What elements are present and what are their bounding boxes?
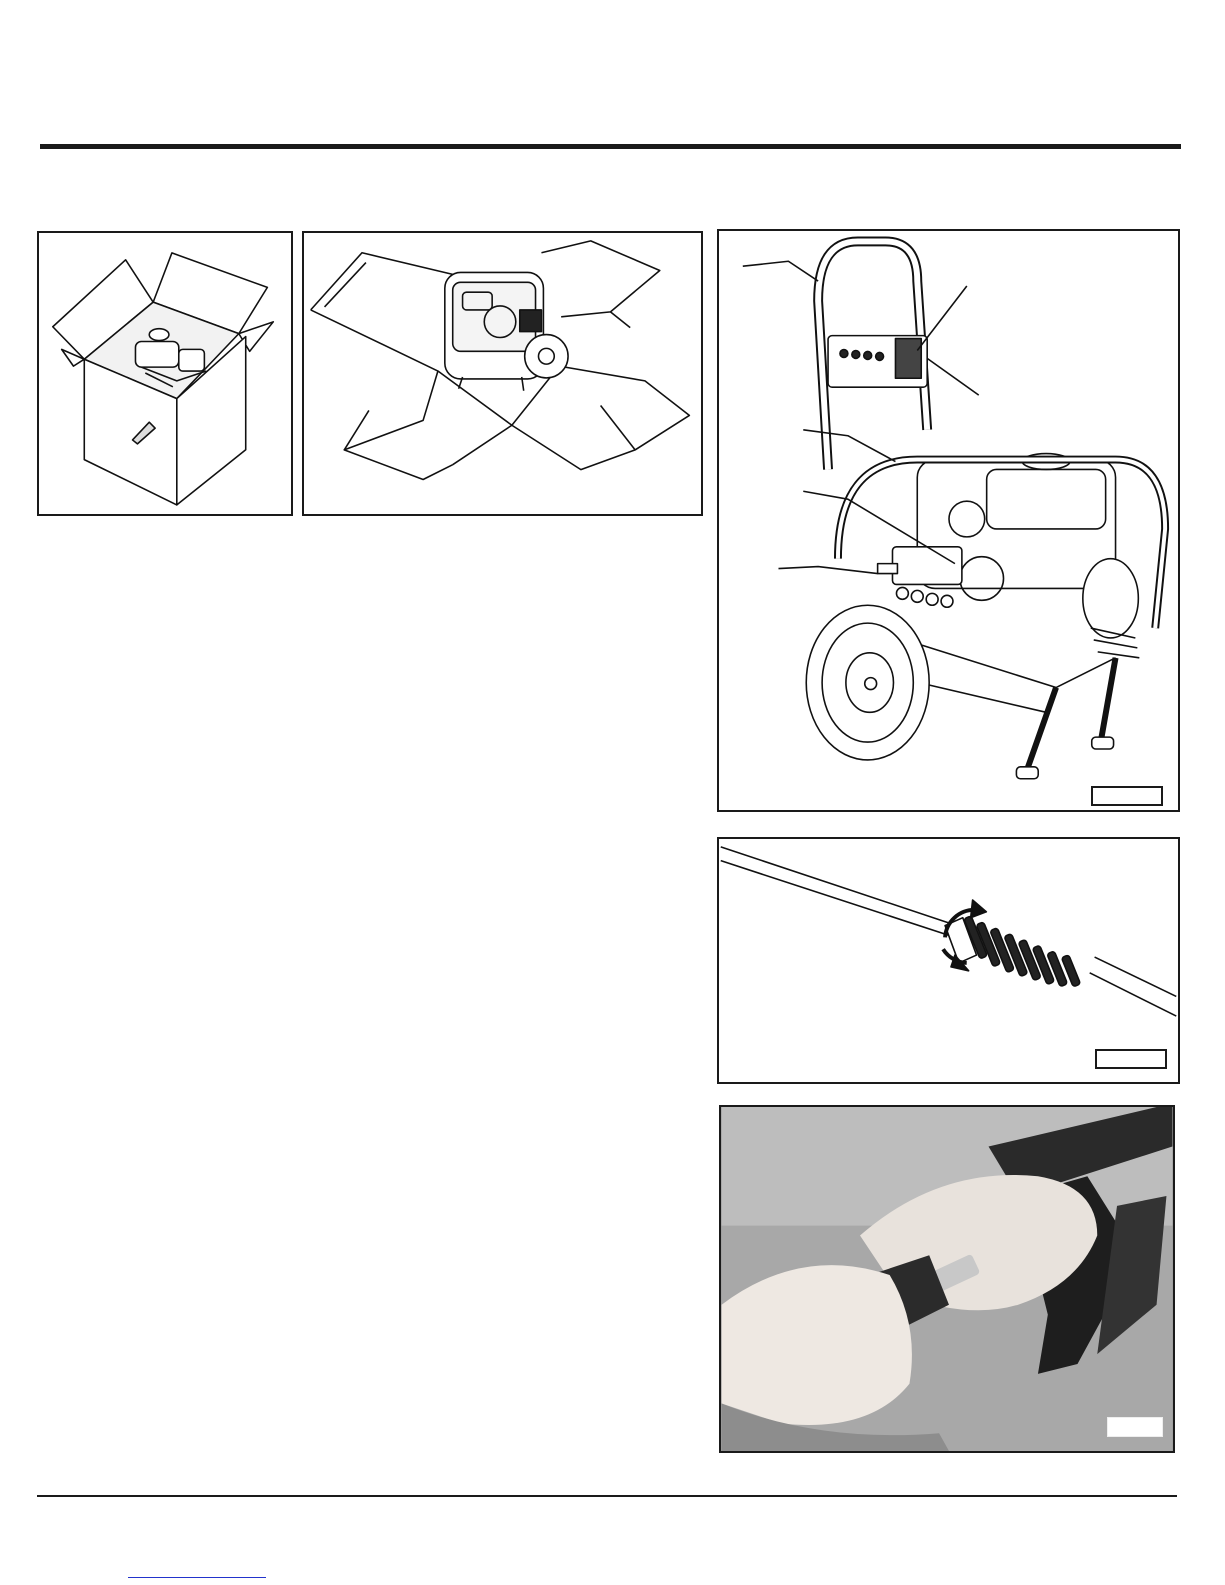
figure-number-box xyxy=(1107,1417,1163,1437)
figure-unfolded-box xyxy=(302,231,703,516)
pressure-washer-illustration xyxy=(719,231,1178,810)
figure-pressure-washer xyxy=(717,229,1180,812)
figure-open-box xyxy=(37,231,293,516)
top-rule xyxy=(40,144,1181,149)
unfolded-box-illustration xyxy=(304,233,701,514)
figure-number-box xyxy=(1095,1049,1167,1069)
footer-link-underline[interactable] xyxy=(128,1577,266,1578)
bottom-rule xyxy=(37,1495,1177,1497)
figure-gun-photo xyxy=(719,1105,1175,1453)
open-box-illustration xyxy=(39,233,291,514)
gun-photo-image xyxy=(721,1107,1173,1451)
wand-connection-illustration xyxy=(719,839,1178,1082)
figure-number-box xyxy=(1091,786,1163,806)
figure-wand-connection xyxy=(717,837,1180,1084)
